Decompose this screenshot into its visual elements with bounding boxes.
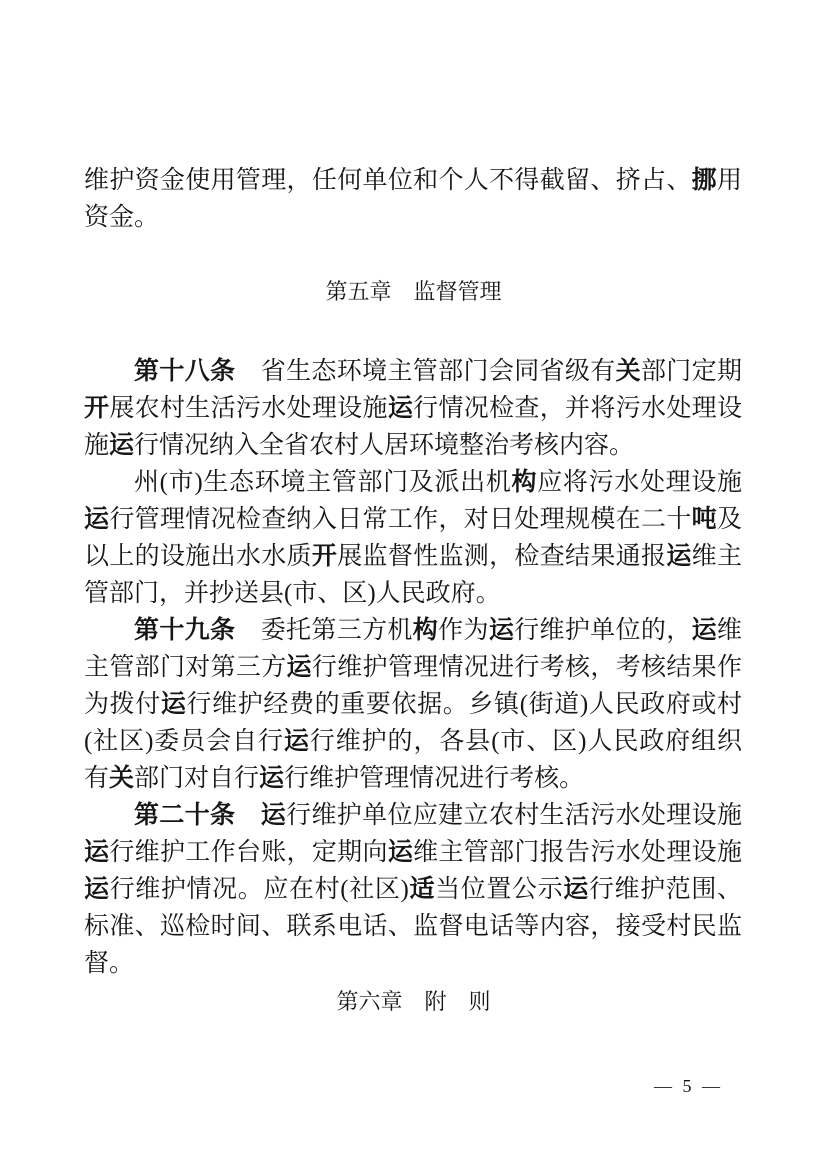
text-run: 行维护范围、标准、巡检时间、联系电话、监督电话等内容，接受村民监督。 [84, 876, 742, 977]
text-run: 行情况纳入全省农村人居环境整治考核内容。 [134, 432, 635, 459]
article-19-paragraph [84, 612, 742, 797]
text-run: 运 [259, 764, 285, 792]
text-run: 运 [283, 727, 310, 755]
text-run: 行维护的，各县(市、区)人民政府组织有 [84, 728, 742, 792]
text-run: 关 [615, 357, 641, 385]
text-run: 行维护管理情况进行考核，考核结果作为拨付 [84, 654, 742, 718]
page-number: — 5 — [654, 1076, 723, 1096]
text-run: 当位置公示 [435, 876, 564, 903]
text-run: 维主管部门对第三方 [84, 617, 742, 681]
text-run: 开 [311, 542, 338, 570]
text-run: 吨 [691, 505, 717, 533]
article-18-paragraph-2 [84, 464, 742, 612]
article-20-paragraph [84, 797, 742, 982]
text-run: 构 [511, 468, 538, 496]
text-run: 运 [84, 838, 110, 866]
text-run: 关 [109, 764, 135, 792]
text-run: 应将污水处理设施 [537, 469, 742, 496]
text-run: 维护资金使用管理，任何单位和个人不得截留、挤占、 [84, 167, 692, 194]
chapter-5-heading: 第五章 监督管理 [325, 279, 502, 304]
text-run: 运 [387, 838, 414, 866]
text-run: 运 [666, 542, 692, 570]
text-run: 运 [488, 616, 515, 644]
text-run: 运 [160, 690, 187, 718]
text-run: 作为 [438, 617, 489, 644]
text-run: 构 [412, 616, 439, 644]
text-run: 第十八条 [134, 357, 236, 385]
article-18-paragraph-1 [84, 353, 742, 464]
text-run: 挪 [691, 166, 717, 194]
text-run: 运 [260, 801, 287, 829]
text-run: 展农村生活污水处理设施 [109, 395, 388, 422]
text-run: 运 [691, 616, 717, 644]
text-run: 部门对自行 [134, 765, 260, 792]
text-run: 展监督性监测，检查结果通报 [337, 543, 667, 570]
text-run: 行维护经费的重要依据。乡镇(街道)人民政府或村(社区)委员会自行 [84, 691, 742, 755]
text-run: 部门定期 [640, 358, 742, 385]
text-run: 行情况检查，并将污水处理设施 [84, 395, 742, 459]
articles-block [84, 353, 742, 982]
text-run: 开 [84, 394, 110, 422]
chapter-6-heading: 第六章 附 则 [336, 989, 491, 1014]
text-run: 维主管部门报告污水处理设施 [413, 839, 742, 866]
text-run: 第十九条 [134, 616, 236, 644]
text-run [235, 802, 260, 829]
text-run: 运 [109, 431, 135, 459]
text-run: 省生态环境主管部门会同省级有 [235, 358, 616, 385]
text-run: 运 [286, 653, 312, 681]
text-run: 行维护工作台账，定期向 [109, 839, 388, 866]
text-run: 第二十条 [134, 801, 236, 829]
text-run: 用资金。 [84, 167, 742, 231]
text-run: 行维护情况。应在村(社区) [109, 876, 409, 903]
text-run: 适 [408, 875, 436, 903]
text-run: 行管理情况检查纳入日常工作，对日处理规模在二十 [109, 506, 692, 533]
text-run: 行维护管理情况进行考核。 [284, 765, 585, 792]
text-run: 运 [84, 875, 110, 903]
text-run: 及以上的设施出水水质 [84, 506, 742, 570]
text-run: 行维护单位的， [514, 617, 692, 644]
text-run: 行维护单位应建立农村生活污水处理设施 [286, 802, 742, 829]
text-run: 运 [563, 875, 589, 903]
text-run: 运 [387, 394, 414, 422]
text-run: 维主管部门，并抄送县(市、区)人民政府。 [84, 543, 742, 607]
text-run: 委托第三方机 [235, 617, 413, 644]
text-run: 运 [84, 505, 110, 533]
intro-paragraph [84, 162, 742, 236]
text-run: 州(市)生态环境主管部门及派出机 [134, 469, 512, 496]
